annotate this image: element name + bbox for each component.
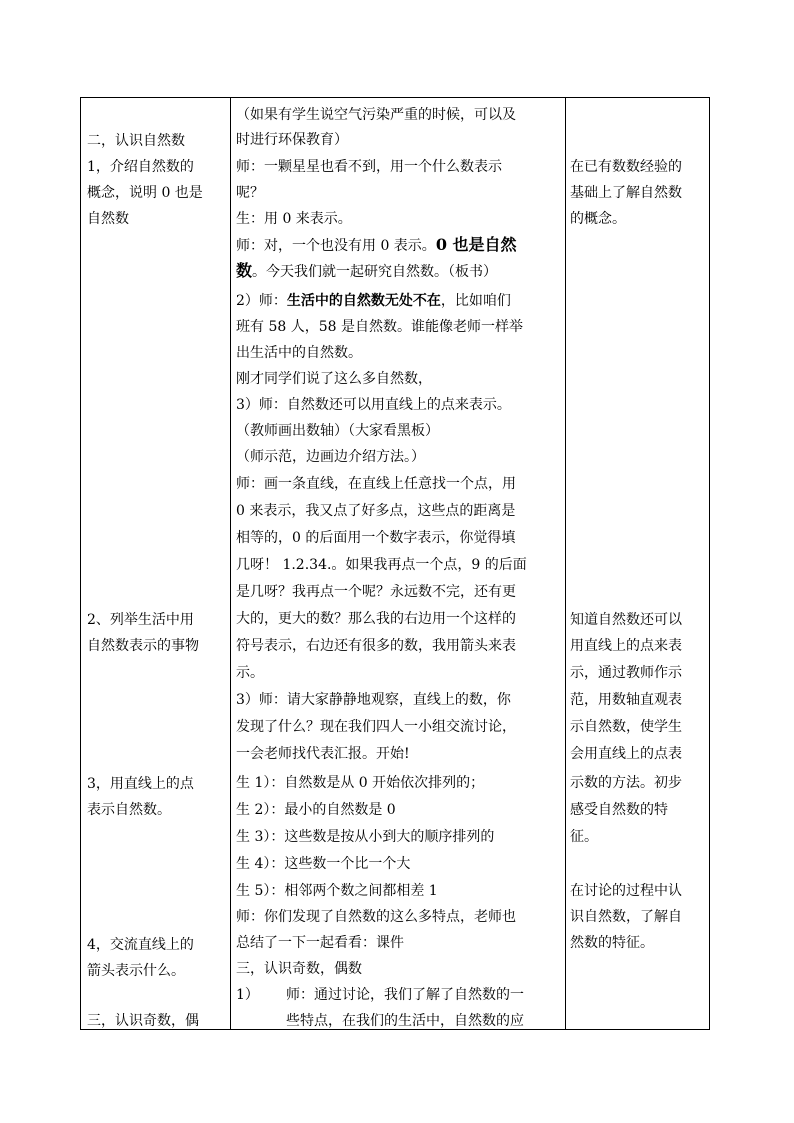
right-line: 示自然数，使学生 xyxy=(570,719,682,735)
left-column xyxy=(87,98,227,1029)
left-item5: 三，认识奇数，偶 xyxy=(87,1013,199,1029)
left-item4-line1: 4，交流直线上的 xyxy=(87,937,194,953)
mid-line: 师：画一条直线，在直线上任意找一个点，用 xyxy=(236,476,516,492)
right-line: 在已有数数经验的 xyxy=(570,159,682,175)
list-text: 师：通过讨论，我们了解了自然数的一 xyxy=(286,987,524,1003)
right-line: 会用直线上的点表 xyxy=(570,746,682,762)
mid-line: 示。 xyxy=(236,665,264,681)
list-number: 1） xyxy=(236,987,259,1003)
mid-line: 出生活中的自然数。 xyxy=(236,345,362,361)
mid-line: 些特点，在我们的生活中，自然数的应 xyxy=(286,1013,524,1029)
mid-line: （教师画出数轴）（大家看黑板） xyxy=(236,423,439,439)
left-item2-line1: 2、列举生活中用 xyxy=(87,612,194,628)
mid-line: 生 5）：相邻两个数之间都相差 1 xyxy=(236,883,438,899)
mid-line: 师：一颗星星也看不到，用一个什么数表示 xyxy=(236,159,502,175)
mid-line: 时进行环保教育） xyxy=(236,132,348,148)
right-column xyxy=(570,98,708,1029)
left-item1-line2: 概念，说明 0 也是 xyxy=(87,185,203,201)
mid-line: 几呀！ 1.2.34.。如果我再点一个点，9 的后面 xyxy=(236,557,527,573)
bold-text: 数 xyxy=(236,261,253,280)
left-item1-line1: 1，介绍自然数的 xyxy=(87,159,194,175)
mid-line: 总结了一下一起看看：课件 xyxy=(236,935,404,951)
mid-line: 相等的，0 的后面用一个数字表示，你觉得填 xyxy=(236,530,516,546)
mid-line: （如果有学生说空气污染严重的时候，可以及 xyxy=(236,107,516,123)
middle-column xyxy=(236,98,563,1029)
mid-line: 生 3）：这些数是按从小到大的顺序排列的 xyxy=(236,829,495,845)
mid-line: 生 4）：这些数一个比一个大 xyxy=(236,856,411,872)
mid-line: 呢？ xyxy=(236,185,264,201)
right-line: 知道自然数还可以 xyxy=(570,612,682,628)
mid-line: 三，认识奇数，偶数 xyxy=(236,961,362,977)
right-line: 用直线上的点来表 xyxy=(570,638,682,654)
mid-line xyxy=(236,236,517,255)
bold-text: 生活中的自然数无处不在 xyxy=(286,293,441,309)
left-heading: 二，认识自然数 xyxy=(87,133,185,149)
mid-text: 2）师： xyxy=(236,293,287,309)
column-divider-2 xyxy=(565,98,566,1029)
right-line: 示，通过教师作示 xyxy=(570,665,682,681)
left-item3-line1: 3，用直线上的点 xyxy=(87,776,194,792)
lesson-plan-table xyxy=(80,97,710,1030)
right-line: 在讨论的过程中认 xyxy=(570,883,682,899)
mid-line: 生：用 0 来表示。 xyxy=(236,211,352,227)
right-line: 范，用数轴直观表 xyxy=(570,692,682,708)
mid-text: 。今天我们就一起研究自然数。（板书） xyxy=(252,264,498,280)
mid-line: （师示范，边画边介绍方法。） xyxy=(236,449,425,465)
right-line: 征。 xyxy=(570,829,598,845)
mid-line: 发现了什么？现在我们四人一小组交流讨论， xyxy=(236,719,516,735)
left-item4-line2: 箭头表示什么。 xyxy=(87,963,185,979)
left-item3-line2: 表示自然数。 xyxy=(87,802,171,818)
mid-line: 3）师：自然数还可以用直线上的点来表示。 xyxy=(236,397,511,413)
mid-line: 生 2）：最小的自然数是 0 xyxy=(236,802,396,818)
mid-text: ，比如咱们 xyxy=(440,293,511,309)
left-item1-line3: 自然数 xyxy=(87,211,129,227)
mid-list-line xyxy=(236,986,524,1004)
mid-line: 符号表示，右边还有很多的数，我用箭头来表 xyxy=(236,638,516,654)
mid-line: 3）师：请大家静静地观察，直线上的数，你 xyxy=(236,692,511,708)
mid-line: 是几呀？我再点一个呢？永远数不完，还有更 xyxy=(236,584,516,600)
mid-line: 一会老师找代表汇报。开始! xyxy=(236,746,410,762)
mid-line: 师：你们发现了自然数的这么多特点，老师也 xyxy=(236,909,516,925)
column-divider-1 xyxy=(230,98,231,1029)
bold-text: 0 也是自然 xyxy=(435,235,517,254)
right-line: 然数的特征。 xyxy=(570,935,654,951)
mid-line: 刚才同学们说了这么多自然数， xyxy=(236,371,432,387)
mid-text: 师：对，一个也没有用 0 表示。 xyxy=(236,238,436,254)
mid-line: 大的，更大的数？那么我的右边用一个这样的 xyxy=(236,611,516,627)
mid-line: 班有 58 人，58 是自然数。谁能像老师一样举 xyxy=(236,319,523,335)
right-line: 感受自然数的特 xyxy=(570,802,668,818)
mid-line xyxy=(236,262,497,281)
mid-line: 生 1）：自然数是从 0 开始依次排列的； xyxy=(236,775,485,791)
right-line: 示数的方法。初步 xyxy=(570,775,682,791)
right-line: 识自然数，了解自 xyxy=(570,909,682,925)
left-item2-line2: 自然数表示的事物 xyxy=(87,638,199,654)
right-line: 基础上了解自然数 xyxy=(570,185,682,201)
right-line: 的概念。 xyxy=(570,211,626,227)
mid-line xyxy=(236,292,511,310)
mid-line: 0 来表示，我又点了好多点，这些点的距离是 xyxy=(236,503,516,519)
